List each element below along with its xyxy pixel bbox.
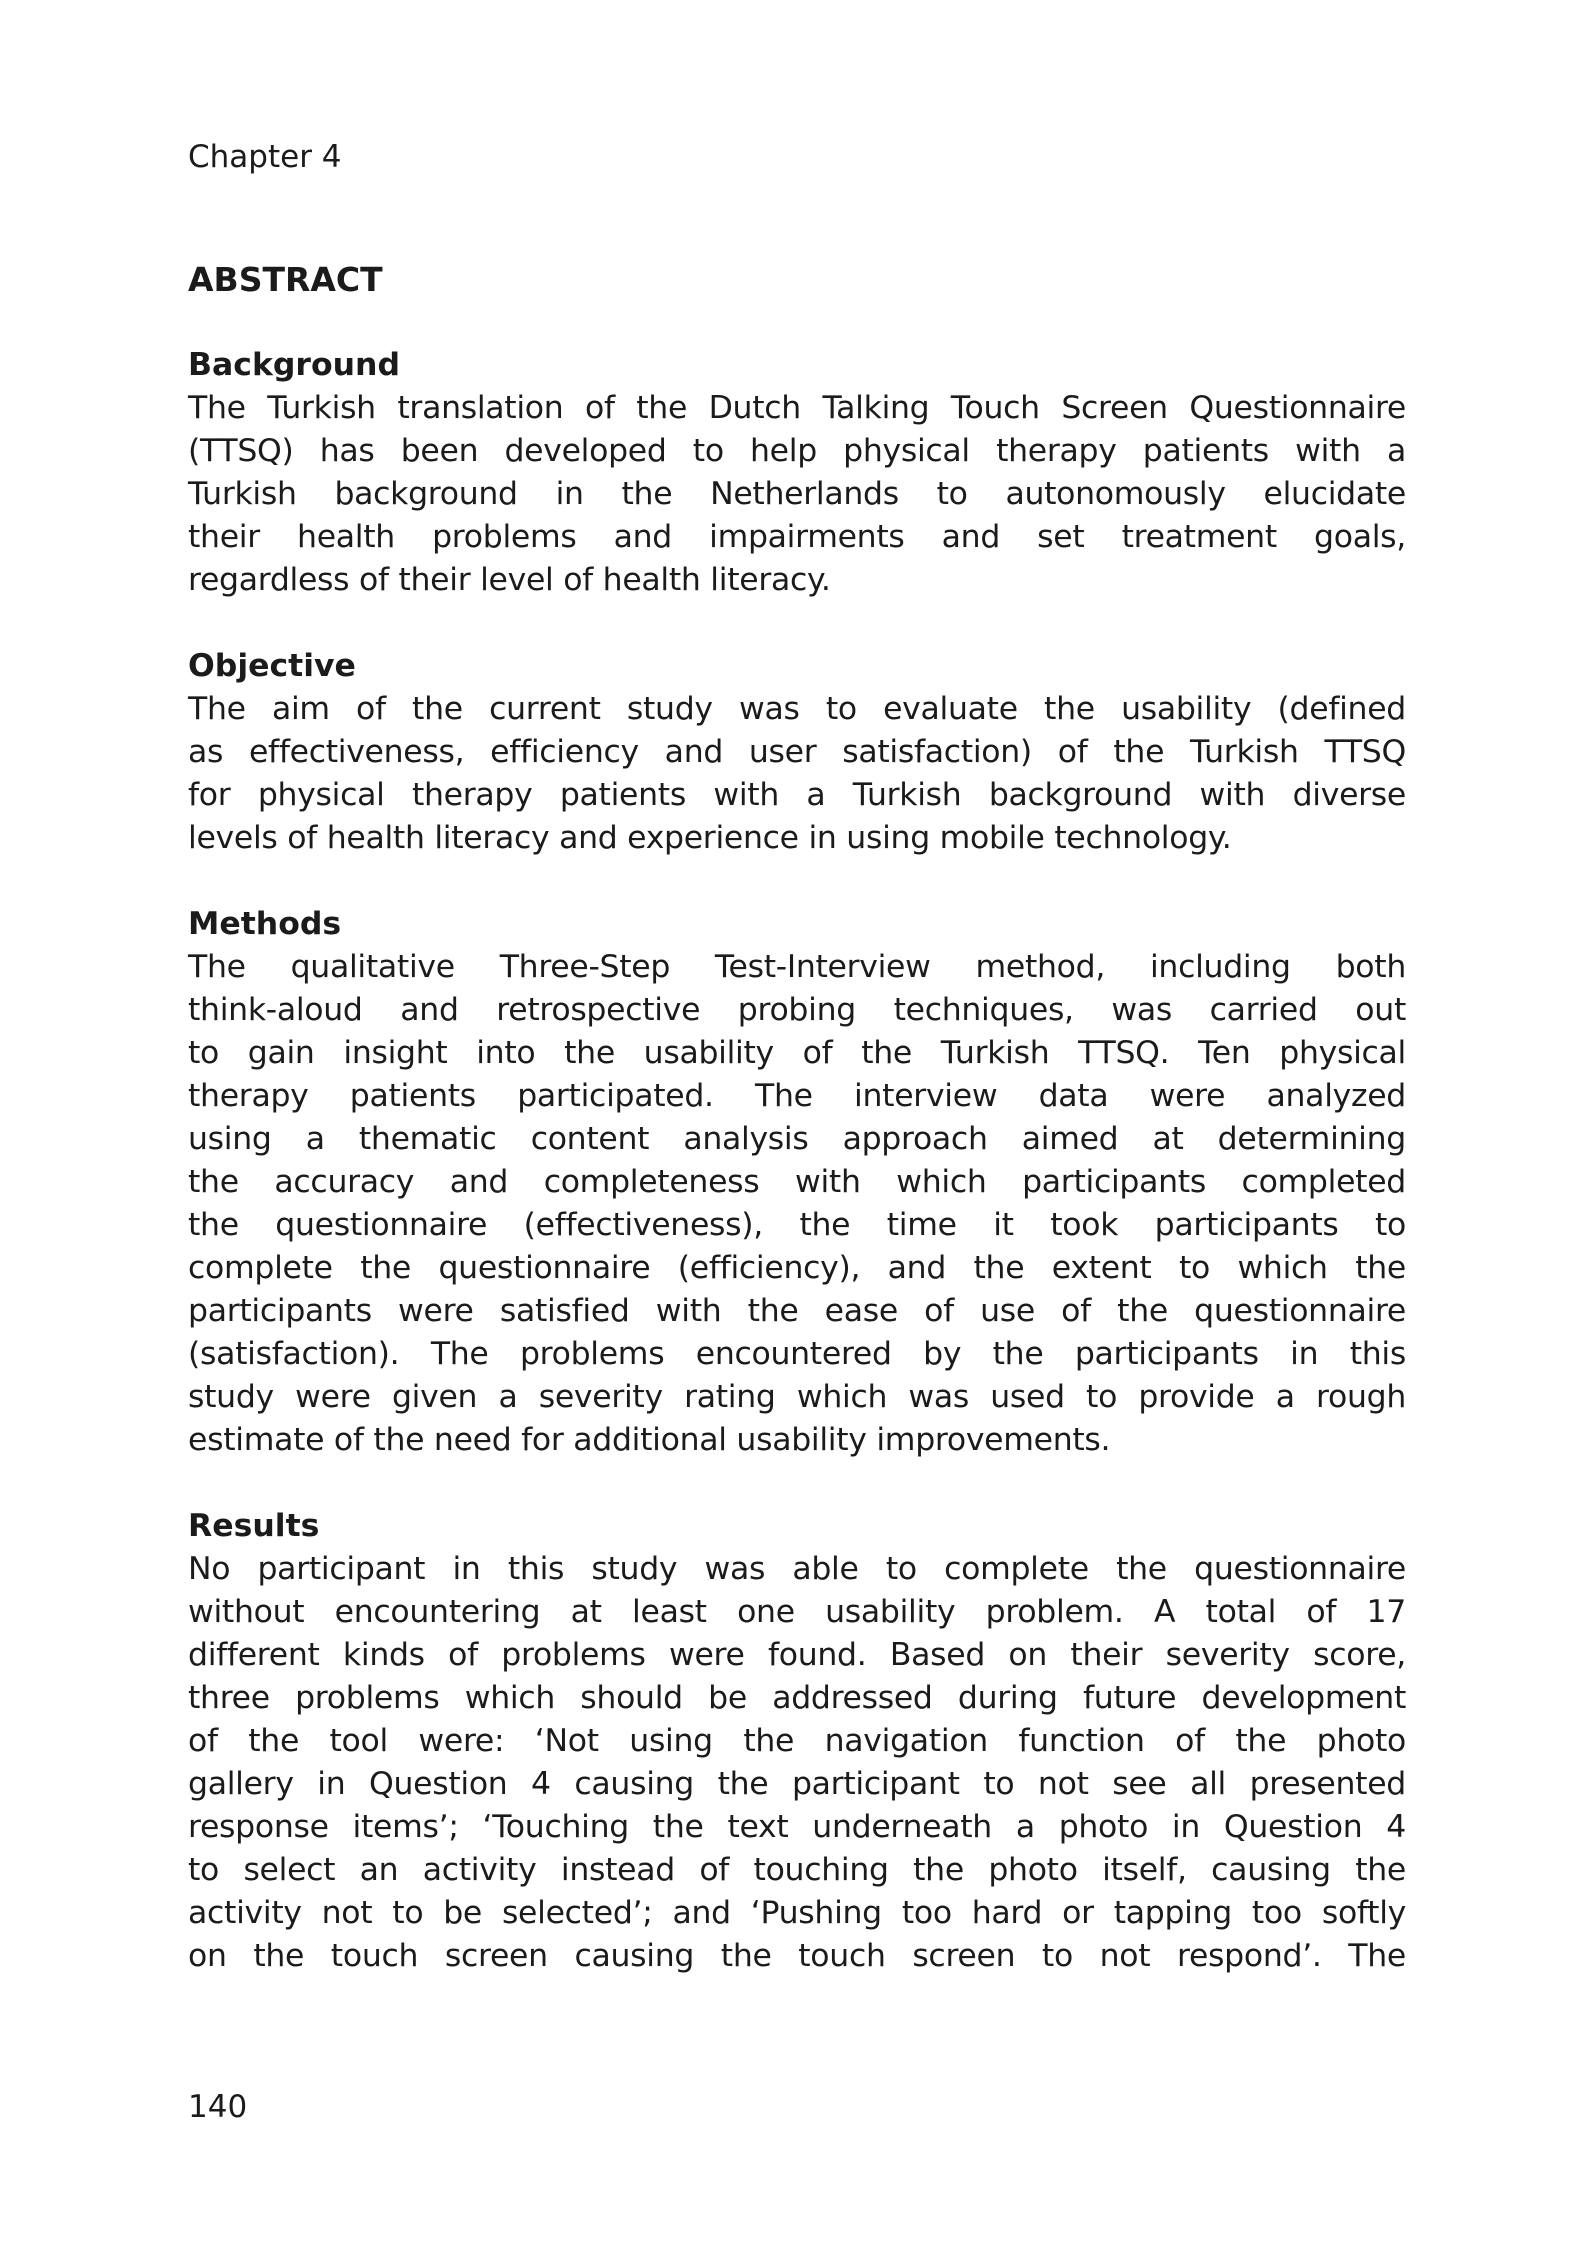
text-line: complete the questionnaire (efficiency), and the extent to which the	[188, 1250, 1406, 1286]
abstract-body	[188, 344, 1406, 1978]
text-line: three problems which should be addressed during future development	[188, 1680, 1406, 1716]
section-methods	[188, 903, 1406, 1462]
text-line: without encountering at least one usability problem. A total of 17	[188, 1594, 1406, 1630]
abstract-title: ABSTRACT	[188, 260, 383, 299]
text-line: the questionnaire (effectiveness), the time it took participants to	[188, 1207, 1406, 1243]
section-heading: Methods	[188, 906, 342, 942]
text-line: regardless of their level of health literacy.	[188, 562, 831, 598]
paragraph-gap	[188, 860, 1406, 903]
text-line: different kinds of problems were found. Based on their severity score,	[188, 1637, 1406, 1673]
text-line: estimate of the need for additional usability improvements.	[188, 1422, 1111, 1458]
page-number: 140	[188, 2089, 248, 2125]
section-heading: Results	[188, 1508, 320, 1544]
text-line: the accuracy and completeness with which participants completed	[188, 1164, 1406, 1200]
section-objective	[188, 645, 1406, 860]
text-line: The qualitative Three-Step Test-Interview method, including both	[188, 949, 1406, 985]
text-line: to gain insight into the usability of the Turkish TTSQ. Ten physical	[188, 1035, 1406, 1071]
text-line: their health problems and impairments and set treatment goals,	[188, 519, 1406, 555]
text-line: The Turkish translation of the Dutch Talking Touch Screen Questionnaire	[188, 390, 1406, 426]
text-line: on the touch screen causing the touch screen to not respond’. The	[188, 1938, 1406, 1974]
text-line: levels of health literacy and experience in using mobile technology.	[188, 820, 1232, 856]
section-background	[188, 344, 1406, 602]
text-line: The aim of the current study was to evaluate the usability (defined	[188, 691, 1406, 727]
text-line: participants were satisfied with the ease of use of the questionnaire	[188, 1293, 1406, 1329]
paragraph-gap	[188, 602, 1406, 645]
text-line: using a thematic content analysis approach aimed at determining	[188, 1121, 1406, 1157]
running-header: Chapter 4	[188, 139, 342, 175]
text-line: to select an activity instead of touching the photo itself, causing the	[188, 1852, 1406, 1888]
text-line: gallery in Question 4 causing the participant to not see all presented	[188, 1766, 1406, 1802]
text-line: of the tool were: ‘Not using the navigation function of the photo	[188, 1723, 1406, 1759]
text-line: (TTSQ) has been developed to help physical therapy patients with a	[188, 433, 1406, 469]
text-line: as effectiveness, efficiency and user satisfaction) of the Turkish TTSQ	[188, 734, 1406, 770]
section-results	[188, 1505, 1406, 1978]
paragraph-gap	[188, 1462, 1406, 1505]
text-line: (satisfaction). The problems encountered by the participants in this	[188, 1336, 1406, 1372]
text-line: study were given a severity rating which was used to provide a rough	[188, 1379, 1406, 1415]
section-heading: Background	[188, 347, 401, 383]
text-line: therapy patients participated. The interview data were analyzed	[188, 1078, 1406, 1114]
text-line: activity not to be selected’; and ‘Pushing too hard or tapping too softly	[188, 1895, 1406, 1931]
text-line: think-aloud and retrospective probing techniques, was carried out	[188, 992, 1406, 1028]
text-line: response items’; ‘Touching the text underneath a photo in Question 4	[188, 1809, 1406, 1845]
text-line: No participant in this study was able to complete the questionnaire	[188, 1551, 1406, 1587]
section-heading: Objective	[188, 648, 356, 684]
text-line: for physical therapy patients with a Turkish background with diverse	[188, 777, 1406, 813]
text-line: Turkish background in the Netherlands to autonomously elucidate	[188, 476, 1406, 512]
